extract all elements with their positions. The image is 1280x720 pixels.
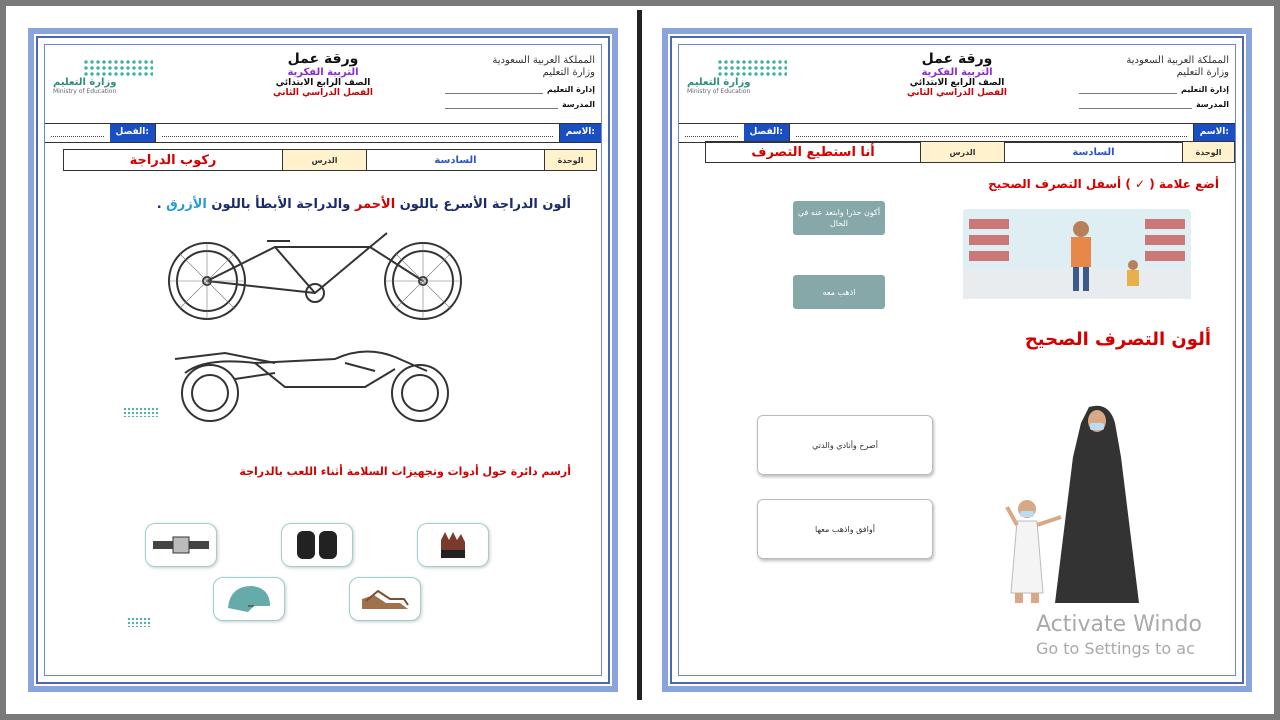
watermark-line2: Go to Settings to ac xyxy=(1036,639,1195,658)
kingdom-calligraphy-logo: المملكة العربية السعودية وزارة التعليم xyxy=(492,55,595,78)
unit-label-right: الوحدة xyxy=(1182,142,1234,162)
glove-icon xyxy=(435,528,471,562)
choice-agree-and-go[interactable]: أوافق واذهب معها xyxy=(757,499,933,559)
option-go-with-him[interactable]: اذهب معه xyxy=(793,275,885,309)
term-title-right: الفصل الدراسي الثاني xyxy=(907,88,1007,98)
lesson-label: الدرس xyxy=(282,150,366,170)
grade-title: الصف الرابع الابتدائي xyxy=(275,78,371,88)
shoes-icon xyxy=(360,585,410,613)
education-admin-label: إدارة التعليم xyxy=(546,85,595,94)
activate-windows-watermark xyxy=(1036,612,1202,658)
moe-dots-icon xyxy=(83,59,153,77)
term-title: الفصل الدراسي الثاني xyxy=(273,88,373,98)
unit-row xyxy=(63,149,597,171)
instr-blue-word: الأزرق xyxy=(166,197,207,212)
check-instruction: أضع علامة ( ✓ ) أسفل التصرف الصحيح xyxy=(988,177,1219,191)
lesson-value: ركوب الدراجة xyxy=(129,152,217,168)
helmet-icon xyxy=(226,584,272,614)
instr-red-word: الأحمر xyxy=(354,197,396,212)
subject-title: التربية الفكرية xyxy=(287,67,359,78)
moe-name-ar-right: وزارة التعليم xyxy=(687,77,751,88)
school-label: المدرسة xyxy=(561,100,595,109)
name-field[interactable] xyxy=(155,124,560,142)
instr-text-1: ألون الدراجة الأسرع باللون xyxy=(395,197,571,212)
mother-child-image xyxy=(991,397,1191,609)
color-instruction: ألون التصرف الصحيح xyxy=(1024,329,1211,350)
lesson-label-right: الدرس xyxy=(920,142,1004,162)
class-field-right[interactable] xyxy=(679,124,744,142)
helmet-tile[interactable] xyxy=(213,577,285,621)
worksheet-page-left xyxy=(28,28,618,692)
education-admin-label-right: إدارة التعليم xyxy=(1180,85,1229,94)
school-label-right: المدرسة xyxy=(1195,100,1229,109)
class-label: الفصل: xyxy=(110,124,155,142)
knee-pads-icon xyxy=(295,529,339,561)
subject-title-right: التربية الفكرية xyxy=(921,67,993,78)
class-field[interactable] xyxy=(45,124,110,142)
moe-name-en-right: Ministry of Education xyxy=(687,88,751,95)
moe-logo xyxy=(53,59,163,95)
shoes-tile[interactable] xyxy=(349,577,421,621)
unit-row-right xyxy=(705,141,1235,163)
seatbelt-tile[interactable] xyxy=(145,523,217,567)
page-divider xyxy=(637,10,642,700)
name-label: الاسم: xyxy=(560,124,601,142)
worksheet-title-right: ورقة عمل xyxy=(921,51,993,67)
decor-dots-icon-2 xyxy=(127,617,151,627)
instr-text-2: والدراجة الأبطأ باللون xyxy=(206,197,355,212)
kingdom-calligraphy-logo-right: المملكة العربية السعودية وزارة التعليم xyxy=(1126,55,1229,78)
choice-shout-for-mother[interactable]: أصرخ وأنادي والدتي xyxy=(757,415,933,475)
worksheet-title: ورقة عمل xyxy=(287,51,359,67)
moe-name-en: Ministry of Education xyxy=(53,88,117,95)
moe-dots-icon-right xyxy=(717,59,787,77)
glove-tile[interactable] xyxy=(417,523,489,567)
unit-value-right: السادسة xyxy=(1004,142,1182,162)
unit-label: الوحدة xyxy=(544,150,596,170)
unit-value: السادسة xyxy=(366,150,544,170)
page-header-right xyxy=(679,49,1235,121)
class-label-right: الفصل: xyxy=(744,124,789,142)
name-label-right: الاسم: xyxy=(1194,124,1235,142)
name-row xyxy=(45,123,601,143)
page-header xyxy=(45,49,601,121)
knee-pads-tile[interactable] xyxy=(281,523,353,567)
supermarket-scene-image xyxy=(963,209,1191,299)
option-be-careful[interactable]: أكون حذرا وابتعد عنه في الحال xyxy=(793,201,885,235)
moe-logo-right xyxy=(687,59,797,95)
name-field-right[interactable] xyxy=(789,124,1194,142)
watermark-line1: Activate Windo xyxy=(1036,612,1202,637)
color-bikes-instruction xyxy=(157,197,571,212)
bicycle-image xyxy=(155,231,485,323)
instr-text-3: . xyxy=(156,197,167,212)
moe-name-ar: وزارة التعليم xyxy=(53,77,117,88)
lesson-value-right: أنا استطيع التصرف xyxy=(751,144,875,160)
decor-dots-icon xyxy=(123,407,159,417)
seatbelt-icon xyxy=(153,532,209,558)
grade-title-right: الصف الرابع الابتدائي xyxy=(909,78,1005,88)
worksheet-page-right xyxy=(662,28,1252,692)
motorcycle-image xyxy=(165,343,475,423)
name-row-right xyxy=(679,123,1235,143)
safety-instruction: أرسم دائرة حول أدوات وتجهيزات السلامة أثناء اللعب بالدراجة xyxy=(239,465,571,478)
